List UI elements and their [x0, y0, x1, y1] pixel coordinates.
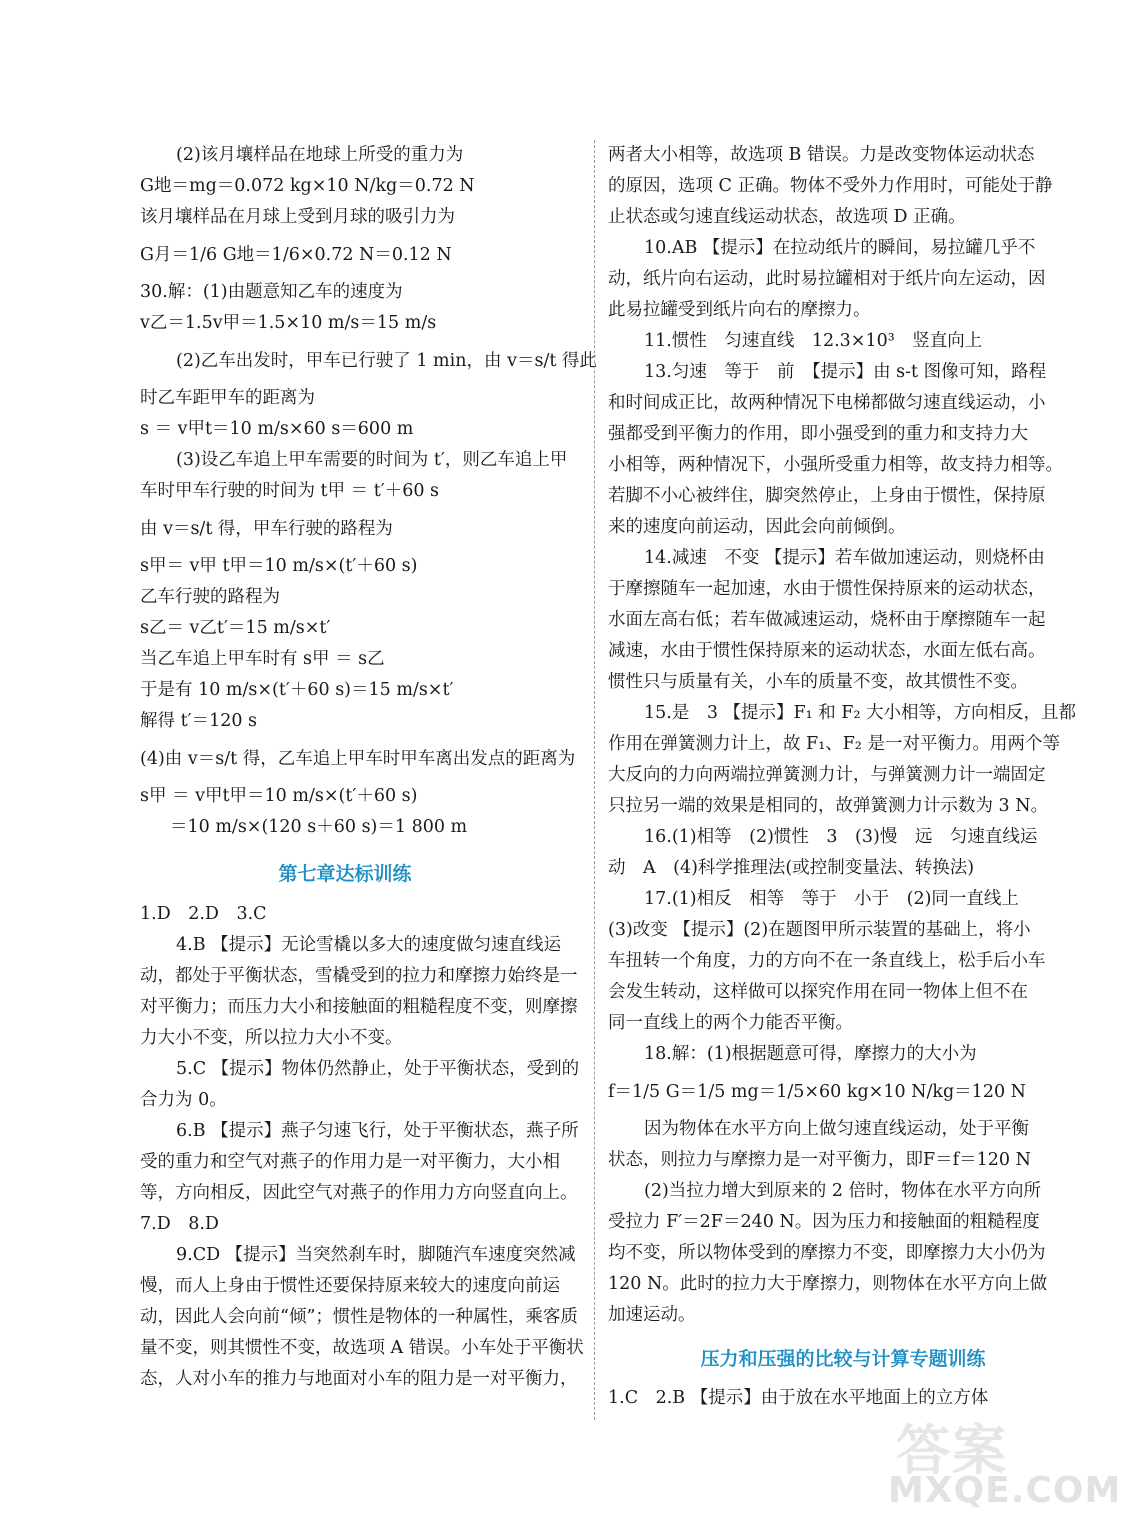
text-line: G月＝1/6 G地＝1/6×0.72 N＝0.12 N — [140, 245, 452, 265]
text-line: 于是有 10 m/s×(t′＋60 s)＝15 m/s×t′ — [140, 680, 454, 700]
text-line: 16.(1)相等 (2)惯性 3 (3)慢 远 匀速直线运 — [644, 827, 1038, 847]
text-line: (2)该月壤样品在地球上所受的重力为 — [176, 145, 464, 165]
section-heading: 压力和压强的比较与计算专题训练 — [700, 1348, 986, 1370]
section-heading: 第七章达标训练 — [278, 863, 412, 885]
text-line: 均不变，所以物体受到的摩擦力不变，即摩擦力大小仍为 — [608, 1243, 1046, 1263]
text-line: 惯性只与质量有关，小车的质量不变，故其惯性不变。 — [608, 672, 1028, 692]
text-line: 14.减速 不变 【提示】若车做加速运动，则烧杯由 — [644, 548, 1045, 568]
text-line: 大反向的力向两端拉弹簧测力计，与弹簧测力计一端固定 — [608, 765, 1046, 785]
text-line: (4)由 v＝s/t 得，乙车追上甲车时甲车离出发点的距离为 — [140, 749, 576, 769]
text-line: 9.CD 【提示】当突然刹车时，脚随汽车速度突然减 — [176, 1245, 576, 1265]
text-line: 1.C 2.B 【提示】由于放在水平地面上的立方体 — [608, 1388, 989, 1408]
text-line: (2)乙车出发时，甲车已行驶了 1 min，由 v＝s/t 得此 — [176, 351, 597, 371]
text-line: 加速运动。 — [608, 1305, 696, 1325]
text-line: 车扭转一个角度，力的方向不在一条直线上，松手后小车 — [608, 951, 1046, 971]
text-line: (3)改变 【提示】(2)在题图甲所示装置的基础上，将小 — [608, 920, 1031, 940]
text-line: 该月壤样品在月球上受到月球的吸引力为 — [140, 207, 455, 227]
text-line: 水面左高右低；若车做减速运动，烧杯由于摩擦随车一起 — [608, 610, 1046, 630]
text-line: 6.B 【提示】燕子匀速飞行，处于平衡状态，燕子所 — [176, 1121, 579, 1141]
text-line: 和时间成正比，故两种情况下电梯都做匀速直线运动，小 — [608, 393, 1046, 413]
text-line: 5.C 【提示】物体仍然静止，处于平衡状态，受到的 — [176, 1059, 580, 1079]
text-line: 减速，水由于惯性保持原来的运动状态，水面左低右高。 — [608, 641, 1046, 661]
watermark-logo — [876, 1408, 1121, 1518]
text-line: 强都受到平衡力的作用，即小强受到的重力和支持力大 — [608, 424, 1028, 444]
text-line: 的原因，选项 C 正确。物体不受外力作用时，可能处于静 — [608, 176, 1053, 196]
column-divider — [594, 140, 595, 1420]
text-line: ＝10 m/s×(120 s＋60 s)＝1 800 m — [170, 817, 468, 837]
text-line: 30.解：(1)由题意知乙车的速度为 — [140, 282, 403, 302]
text-line: 120 N。此时的拉力大于摩擦力，则物体在水平方向上做 — [608, 1274, 1048, 1294]
text-line: 力大小不变，所以拉力大小不变。 — [140, 1028, 403, 1048]
text-line: s乙＝ v乙t′＝15 m/s×t′ — [140, 618, 331, 638]
text-line: 4.B 【提示】无论雪橇以多大的速度做匀速直线运 — [176, 935, 562, 955]
text-line: 11.惯性 匀速直线 12.3×10³ 竖直向上 — [644, 331, 983, 351]
text-line: (3)设乙车追上甲车需要的时间为 t′，则乙车追上甲 — [176, 450, 568, 470]
text-line: 止状态或匀速直线运动状态，故选项 D 正确。 — [608, 207, 966, 227]
text-line: 因为物体在水平方向上做匀速直线运动，处于平衡 — [644, 1119, 1029, 1139]
text-line: 解得 t′＝120 s — [140, 711, 258, 731]
text-line: 同一直线上的两个力能否平衡。 — [608, 1013, 853, 1033]
text-line: 车时甲车行驶的时间为 t甲 ＝ t′＋60 s — [140, 481, 440, 501]
text-line: 10.AB 【提示】在拉动纸片的瞬间，易拉罐几乎不 — [644, 238, 1036, 258]
text-line: 态，人对小车的推力与地面对小车的阻力是一对平衡力， — [140, 1369, 578, 1389]
text-line: 等，方向相反，因此空气对燕子的作用力方向竖直向上。 — [140, 1183, 578, 1203]
text-line: 13.匀速 等于 前 【提示】由 s-t 图像可知，路程 — [644, 362, 1047, 382]
text-line: 由 v＝s/t 得，甲车行驶的路程为 — [140, 519, 393, 539]
right-column — [608, 140, 1086, 1414]
text-line: 慢，而人上身由于惯性还要保持原来较大的速度向前运 — [140, 1276, 560, 1296]
text-line: f＝1/5 G＝1/5 mg＝1/5×60 kg×10 N/kg＝120 N — [608, 1082, 1026, 1102]
watermark-top-text: 答案 — [896, 1419, 1008, 1482]
text-line: 来的速度向前运动，因此会向前倾倒。 — [608, 517, 906, 537]
text-line: 受的重力和空气对燕子的作用力是一对平衡力，大小相 — [140, 1152, 560, 1172]
text-line: s甲 ＝ v甲t甲＝10 m/s×(t′＋60 s) — [140, 786, 418, 806]
text-line: 会发生转动，这样做可以探究作用在同一物体上但不在 — [608, 982, 1028, 1002]
text-line: G地＝mg＝0.072 kg×10 N/kg＝0.72 N — [140, 176, 475, 196]
text-line: s甲＝ v甲 t甲＝10 m/s×(t′＋60 s) — [140, 556, 418, 576]
text-line: 小相等，两种情况下，小强所受重力相等，故支持力相等。 — [608, 455, 1063, 475]
text-line: 只拉另一端的效果是相同的，故弹簧测力计示数为 3 N。 — [608, 796, 1049, 816]
text-line: 动，因此人会向前“倾”；惯性是物体的一种属性，乘客质 — [140, 1307, 578, 1327]
text-line: 当乙车追上甲车时有 s甲 ＝ s乙 — [140, 649, 385, 669]
text-line: 两者大小相等，故选项 B 错误。力是改变物体运动状态 — [608, 145, 1035, 165]
text-line: 动，都处于平衡状态，雪橇受到的拉力和摩擦力始终是一 — [140, 966, 578, 986]
watermark-bottom-text: MXQE.COM — [888, 1470, 1121, 1511]
text-line: 对平衡力；而压力大小和接触面的粗糙程度不变，则摩擦 — [140, 997, 578, 1017]
text-line: (2)当拉力增大到原来的 2 倍时，物体在水平方向所 — [644, 1181, 1042, 1201]
text-line: 动 A (4)科学推理法(或控制变量法、转换法) — [608, 858, 975, 878]
text-line: 作用在弹簧测力计上，故 F₁、F₂ 是一对平衡力。用两个等 — [608, 734, 1060, 754]
text-line: 17.(1)相反 相等 等于 小于 (2)同一直线上 — [644, 889, 1019, 909]
text-line: 15.是 3 【提示】F₁ 和 F₂ 大小相等，方向相反，且都 — [644, 703, 1077, 723]
text-line: v乙＝1.5v甲＝1.5×10 m/s＝15 m/s — [140, 313, 437, 333]
text-line: 7.D 8.D — [140, 1214, 219, 1234]
text-line: 受拉力 F′＝2F＝240 N。因为压力和接触面的粗糙程度 — [608, 1212, 1040, 1232]
text-line: 1.D 2.D 3.C — [140, 904, 267, 924]
text-line: 量不变，则其惯性不变，故选项 A 错误。小车处于平衡状 — [140, 1338, 584, 1358]
text-line: 于摩擦随车一起加速，水由于惯性保持原来的运动状态， — [608, 579, 1046, 599]
text-line: 状态，则拉力与摩擦力是一对平衡力，即F＝f＝120 N — [608, 1150, 1031, 1170]
left-column — [140, 140, 597, 1395]
text-line: 乙车行驶的路程为 — [140, 587, 280, 607]
text-line: 时乙车距甲车的距离为 — [140, 388, 315, 408]
text-line: 此易拉罐受到纸片向右的摩擦力。 — [608, 300, 871, 320]
text-line: 动，纸片向右运动，此时易拉罐相对于纸片向左运动，因 — [608, 269, 1046, 289]
text-line: 合力为 0。 — [140, 1090, 227, 1110]
text-line: s ＝ v甲t＝10 m/s×60 s＝600 m — [140, 419, 414, 439]
text-line: 若脚不小心被绊住，脚突然停止，上身由于惯性，保持原 — [608, 486, 1046, 506]
text-line: 18.解：(1)根据题意可得，摩擦力的大小为 — [644, 1044, 977, 1064]
